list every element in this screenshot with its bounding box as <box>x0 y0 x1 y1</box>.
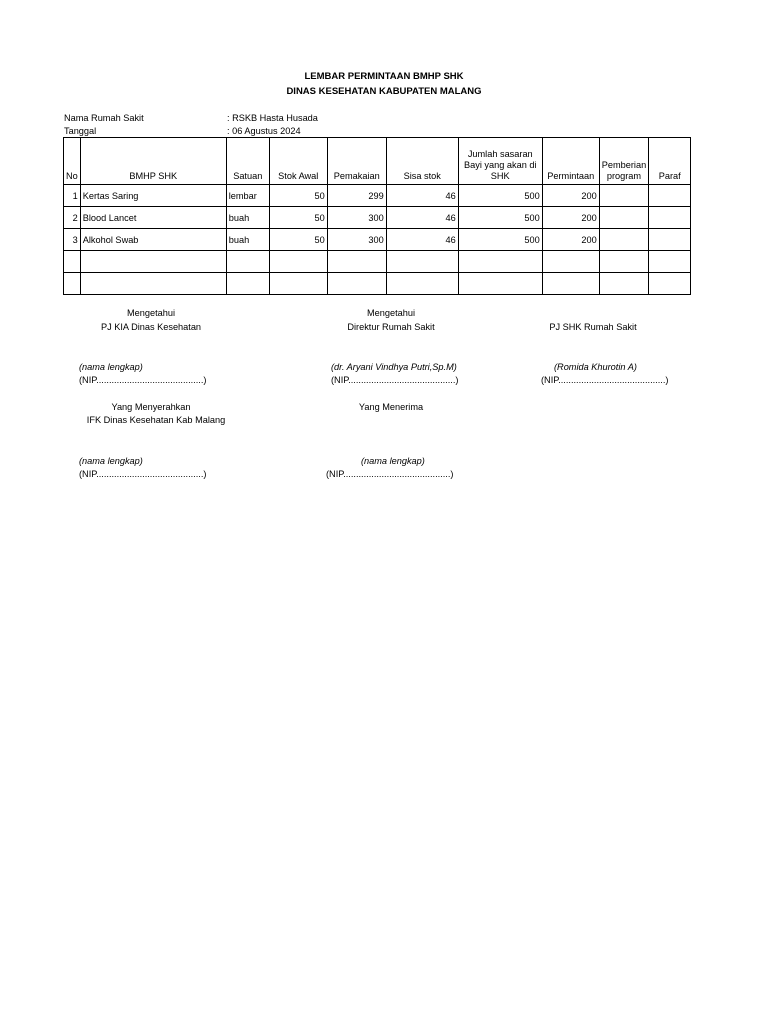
cell-initial-stock: 50 <box>269 207 327 229</box>
cell-request <box>542 273 599 295</box>
cell-program <box>599 185 648 207</box>
cell-paraf <box>649 251 691 273</box>
date-label: Tanggal <box>64 126 97 136</box>
col-header-usage: Pemakaian <box>327 138 386 185</box>
cell-remaining: 46 <box>386 207 458 229</box>
cell-item: Alkohol Swab <box>80 229 226 251</box>
cell-request: 200 <box>542 229 599 251</box>
kia-heading: Mengetahui <box>126 308 175 318</box>
cell-paraf <box>649 185 691 207</box>
col-header-initial-stock: Stok Awal <box>269 138 327 185</box>
cell-program <box>599 229 648 251</box>
cell-initial-stock: 50 <box>269 185 327 207</box>
cell-item <box>80 251 226 273</box>
table-row <box>64 229 691 251</box>
director-role: Direktur Rumah Sakit <box>347 322 435 332</box>
cell-paraf <box>649 207 691 229</box>
kia-nip: (NIP..........................................) <box>79 375 207 385</box>
cell-item: Blood Lancet <box>80 207 226 229</box>
cell-no: 1 <box>64 185 81 207</box>
shk-role: PJ SHK Rumah Sakit <box>549 322 637 332</box>
date-value: : 06 Agustus 2024 <box>227 126 301 136</box>
receiver-heading: Yang Menerima <box>358 402 424 412</box>
col-header-no: No <box>64 138 81 185</box>
col-header-unit: Satuan <box>226 138 269 185</box>
shk-nip: (NIP..........................................) <box>541 375 669 385</box>
col-header-paraf: Paraf <box>649 138 691 185</box>
table-row <box>64 251 691 273</box>
col-header-target: Jumlah sasaran Bayi yang akan di SHK <box>458 138 542 185</box>
cell-initial-stock <box>269 273 327 295</box>
cell-unit: buah <box>226 229 269 251</box>
table-row <box>64 273 691 295</box>
cell-request: 200 <box>542 207 599 229</box>
cell-no: 2 <box>64 207 81 229</box>
form-subtitle: DINAS KESEHATAN KABUPATEN MALANG <box>286 86 482 97</box>
cell-target: 500 <box>458 229 542 251</box>
cell-program <box>599 251 648 273</box>
hospital-value: : RSKB Hasta Husada <box>227 113 318 123</box>
cell-program <box>599 273 648 295</box>
cell-target <box>458 251 542 273</box>
table-row <box>64 207 691 229</box>
cell-request: 200 <box>542 185 599 207</box>
table-row <box>64 185 691 207</box>
cell-paraf <box>649 229 691 251</box>
cell-unit <box>226 251 269 273</box>
cell-initial-stock <box>269 251 327 273</box>
cell-unit: buah <box>226 207 269 229</box>
receiver-nip: (NIP..........................................) <box>326 469 454 479</box>
sender-role: IFK Dinas Kesehatan Kab Malang <box>86 415 226 425</box>
col-header-program: Pemberian program <box>599 138 648 185</box>
cell-no: 3 <box>64 229 81 251</box>
cell-usage: 300 <box>327 207 386 229</box>
cell-remaining <box>386 251 458 273</box>
cell-usage <box>327 251 386 273</box>
director-nip: (NIP..........................................) <box>331 375 459 385</box>
hospital-label: Nama Rumah Sakit <box>64 113 144 123</box>
cell-target: 500 <box>458 185 542 207</box>
request-table <box>63 137 691 295</box>
cell-remaining: 46 <box>386 185 458 207</box>
cell-unit <box>226 273 269 295</box>
shk-name: (Romida Khurotin A) <box>554 362 637 372</box>
sender-heading: Yang Menyerahkan <box>111 402 191 412</box>
col-header-remaining: Sisa stok <box>386 138 458 185</box>
cell-item: Kertas Saring <box>80 185 226 207</box>
cell-unit: lembar <box>226 185 269 207</box>
kia-role: PJ KIA Dinas Kesehatan <box>100 322 202 332</box>
cell-program <box>599 207 648 229</box>
cell-paraf <box>649 273 691 295</box>
cell-request <box>542 251 599 273</box>
director-name: (dr. Aryani Vindhya Putri,Sp.M) <box>331 362 457 372</box>
cell-initial-stock: 50 <box>269 229 327 251</box>
cell-remaining <box>386 273 458 295</box>
form-title: LEMBAR PERMINTAAN BMHP SHK <box>304 71 464 82</box>
cell-item <box>80 273 226 295</box>
col-header-request: Permintaan <box>542 138 599 185</box>
cell-target: 500 <box>458 207 542 229</box>
sender-name: (nama lengkap) <box>79 456 143 466</box>
sender-nip: (NIP..........................................) <box>79 469 207 479</box>
cell-target <box>458 273 542 295</box>
cell-usage <box>327 273 386 295</box>
kia-name: (nama lengkap) <box>79 362 143 372</box>
cell-no <box>64 251 81 273</box>
table-header-row <box>64 138 691 185</box>
cell-no <box>64 273 81 295</box>
receiver-name: (nama lengkap) <box>361 456 425 466</box>
col-header-item: BMHP SHK <box>80 138 226 185</box>
cell-usage: 299 <box>327 185 386 207</box>
cell-remaining: 46 <box>386 229 458 251</box>
cell-usage: 300 <box>327 229 386 251</box>
director-heading: Mengetahui <box>366 308 415 318</box>
